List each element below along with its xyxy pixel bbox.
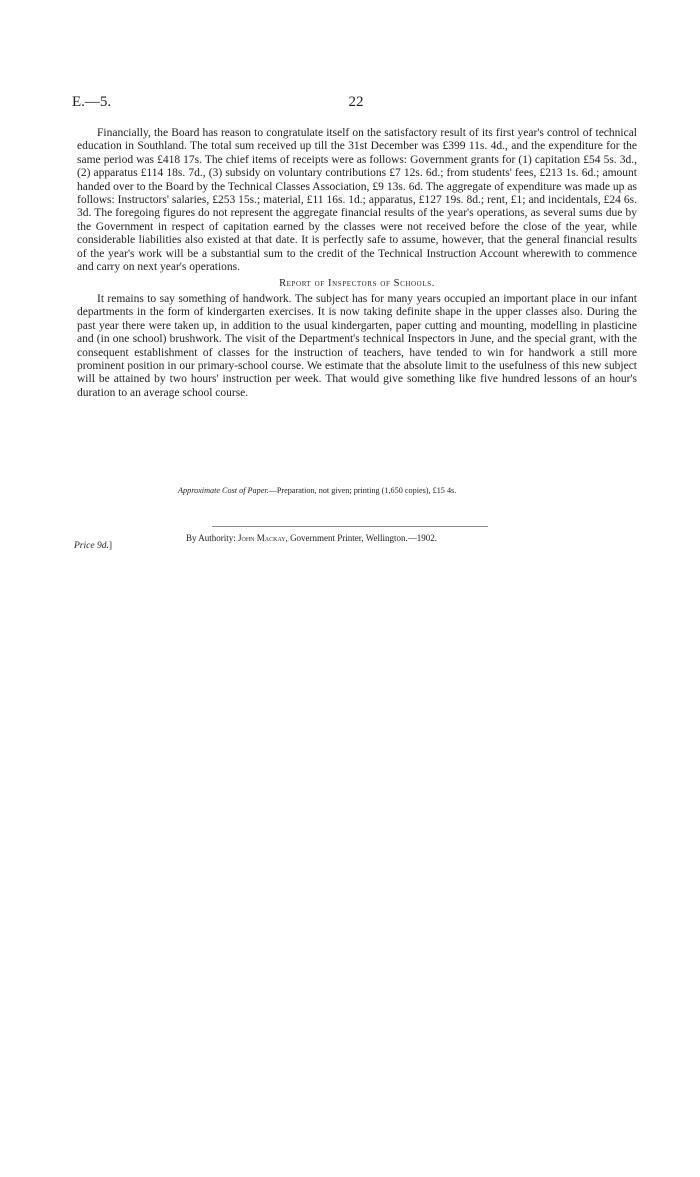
body-text — [77, 127, 637, 400]
authority-prefix: By Authority: — [186, 533, 236, 543]
paragraph-finance: Financially, the Board has reason to congratulate itself on the satisfactory result of its first year's control of technical education in Southland. The total sum received up till the 31st December was £399 11s. 4d., and the expenditure for the same period was £418 17s. The chief items of receipts were as follows: Government grants for (1) capitation £54 5s. 3d., (2) apparatus £114 18s. 7d., (3) subsidy on voluntary contributions £7 12s. 6d.; from students' fees, £213 1s. 6d.; amount handed over to the Board by the Technical Classes Association, £9 13s. 6d. The aggregate of expenditure was made up as follows: Instructors' salaries, £253 15s.; material, £11 16s. 1d.; apparatus, £127 19s. 8d.; rent, £1; and incidentals, £24 6s. 3d. The foregoing figures do not represent the aggregate financial results of the year's operations, as several sums due by the Government in respect of capitation earned by the classes were not received before the close of the year, while considerable liabilities also existed at that date. It is perfectly safe to assume, however, that the general financial results of the year's work will be a substantial sum to the credit of the Technical Instruction Account wherewith to commence and carry on next year's operations. — [77, 127, 637, 274]
authority-suffix: Government Printer, Wellington.—1902. — [290, 533, 438, 543]
printer-authority — [186, 533, 566, 543]
printer-name: John Mackay, — [238, 533, 288, 543]
price-bracket: ] — [108, 541, 112, 551]
document-reference: E.—5. — [72, 94, 112, 110]
cost-note-label: Approximate Cost of Paper. — [178, 486, 269, 495]
page-number: 22 — [348, 94, 364, 110]
paragraph-handwork: It remains to say something of handwork. The subject has for many years occupied an important place in our infant departments in the form of kindergarten exercises. It is now taking definite shape in the upper classes also. During the past year there were taken up, in addition to the usual kindergarten, paper cutting and mounting, modelling in plasticine and (in one school) brushwork. The visit of the Department's technical Inspectors in June, and the special grant, with the consequent establishment of classes for the instruction of teachers, have tended to win for handwork a still more prominent position in our primary-school course. We estimate that the absolute limit to the usefulness of this new subject will be attained by two hours' instruction per week. That would give something like five hundred lessons of an hour's duration to an average school course. — [77, 292, 637, 399]
footer-rule — [212, 526, 488, 527]
price-text: Price 9d. — [74, 541, 109, 551]
section-heading: Report of Inspectors of Schools. — [279, 278, 435, 290]
cost-of-paper-note — [178, 486, 598, 495]
price-label — [74, 541, 112, 551]
cost-note-text: —Preparation, not given; printing (1,650 copies), £15 4s. — [268, 486, 457, 495]
page-header — [72, 94, 640, 114]
